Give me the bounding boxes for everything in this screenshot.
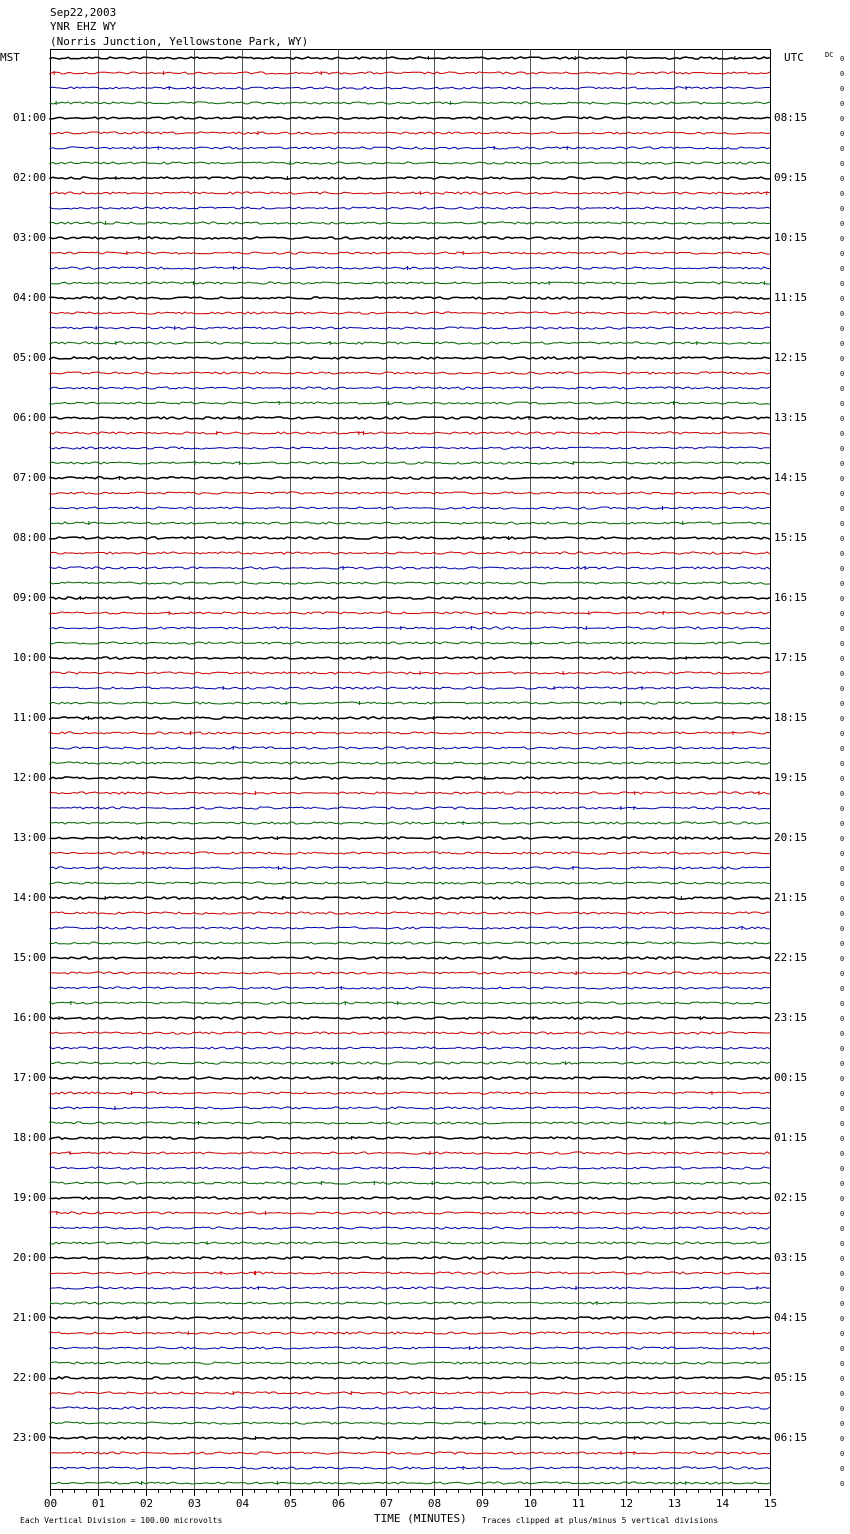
left-hour-label: 10:00 xyxy=(13,651,47,664)
right-hour-label: 22:15 xyxy=(774,951,808,964)
dc-offset-value: 0 xyxy=(840,535,845,543)
trace-84 xyxy=(50,1317,770,1319)
right-hour-label: 08:15 xyxy=(774,111,808,124)
right-hour-label: 09:15 xyxy=(774,171,808,184)
right-hour-label: 06:15 xyxy=(774,1431,808,1444)
right-hour-label: 10:15 xyxy=(774,231,808,244)
dc-offset-value: 0 xyxy=(840,1225,845,1233)
trace-25 xyxy=(50,432,770,434)
dc-offset-value: 0 xyxy=(840,265,845,273)
dc-offset-value: 0 xyxy=(840,325,845,333)
trace-26 xyxy=(50,447,770,449)
trace-36 xyxy=(50,597,770,599)
left-hour-label: 06:00 xyxy=(13,411,47,424)
dc-offset-value: 0 xyxy=(840,610,845,618)
dc-offset-value: 0 xyxy=(840,1090,845,1098)
dc-offset-value: 0 xyxy=(840,355,845,363)
dc-offset-value: 0 xyxy=(840,430,845,438)
trace-12 xyxy=(50,237,770,239)
dc-offset-value: 0 xyxy=(840,850,845,858)
dc-offset-value: 0 xyxy=(840,1195,845,1203)
trace-72 xyxy=(50,1137,770,1139)
dc-offset-value: 0 xyxy=(840,190,845,198)
station-location: (Norris Junction, Yellowstone Park, WY) xyxy=(50,35,309,48)
dc-offset-value: 0 xyxy=(840,625,845,633)
right-hour-label: 21:15 xyxy=(774,891,808,904)
dc-offset-value: 0 xyxy=(840,1270,845,1278)
trace-41 xyxy=(50,672,770,674)
x-axis xyxy=(44,1489,777,1510)
x-tick-label: 14 xyxy=(715,1497,730,1510)
x-tick-label: 03 xyxy=(187,1497,202,1510)
trace-42 xyxy=(50,687,770,689)
trace-91 xyxy=(50,1422,770,1424)
trace-50 xyxy=(50,807,770,809)
dc-offset-value: 0 xyxy=(840,1360,845,1368)
x-tick-label: 11 xyxy=(571,1497,586,1510)
dc-offset-value: 0 xyxy=(840,595,845,603)
trace-51 xyxy=(50,822,770,824)
dc-offset-value: 0 xyxy=(840,1255,845,1263)
left-hour-label: 02:00 xyxy=(13,171,47,184)
trace-22 xyxy=(50,387,770,389)
dc-offset-value: 0 xyxy=(840,910,845,918)
dc-offset-value: 0 xyxy=(840,205,845,213)
dc-offset-value: 0 xyxy=(840,760,845,768)
left-hour-label: 11:00 xyxy=(13,711,47,724)
dc-offset-value: 0 xyxy=(840,1315,845,1323)
trace-74 xyxy=(50,1167,770,1169)
dc-offset-value: 0 xyxy=(840,220,845,228)
station-code: YNR EHZ WY xyxy=(50,20,117,33)
dc-offset-value: 0 xyxy=(840,1210,845,1218)
left-hour-label: 22:00 xyxy=(13,1371,47,1384)
trace-13 xyxy=(50,252,770,254)
left-hour-label: 18:00 xyxy=(13,1131,47,1144)
trace-73 xyxy=(50,1152,770,1154)
trace-63 xyxy=(50,1002,770,1004)
trace-80 xyxy=(50,1257,770,1259)
right-hour-label: 19:15 xyxy=(774,771,808,784)
trace-56 xyxy=(50,897,770,899)
trace-77 xyxy=(50,1212,770,1214)
x-tick-label: 12 xyxy=(619,1497,634,1510)
x-tick-label: 15 xyxy=(763,1497,778,1510)
dc-offset-value: 0 xyxy=(840,895,845,903)
trace-78 xyxy=(50,1227,770,1229)
trace-47 xyxy=(50,762,770,764)
trace-92 xyxy=(50,1437,770,1439)
trace-9 xyxy=(50,192,770,194)
trace-1 xyxy=(50,72,770,74)
dc-offset-value: 0 xyxy=(840,1120,845,1128)
trace-46 xyxy=(50,747,770,749)
dc-offset-value: 0 xyxy=(840,85,845,93)
left-hour-label: 16:00 xyxy=(13,1011,47,1024)
right-hour-label: 00:15 xyxy=(774,1071,808,1084)
left-hour-label: 05:00 xyxy=(13,351,47,364)
right-hour-labels xyxy=(774,111,807,1444)
trace-65 xyxy=(50,1032,770,1034)
trace-28 xyxy=(50,477,770,479)
dc-offset-value: 0 xyxy=(840,1240,845,1248)
trace-24 xyxy=(50,417,770,419)
dc-offset-value: 0 xyxy=(840,1420,845,1428)
dc-offset-value: 0 xyxy=(840,145,845,153)
trace-64 xyxy=(50,1017,770,1019)
right-hour-label: 20:15 xyxy=(774,831,808,844)
x-tick-label: 02 xyxy=(139,1497,154,1510)
trace-81 xyxy=(50,1272,770,1274)
trace-17 xyxy=(50,312,770,314)
trace-18 xyxy=(50,327,770,329)
left-hour-label: 08:00 xyxy=(13,531,47,544)
dc-offset-value: 0 xyxy=(840,100,845,108)
trace-93 xyxy=(50,1452,770,1454)
left-hour-label: 09:00 xyxy=(13,591,47,604)
x-tick-label: 10 xyxy=(523,1497,538,1510)
dc-offset-value: 0 xyxy=(840,475,845,483)
dc-offset-value: 0 xyxy=(840,1105,845,1113)
trace-0 xyxy=(50,57,770,59)
left-hour-label: 20:00 xyxy=(13,1251,47,1264)
trace-59 xyxy=(50,942,770,944)
dc-offset-value: 0 xyxy=(840,235,845,243)
dc-offset-value: 0 xyxy=(840,1075,845,1083)
trace-55 xyxy=(50,882,770,884)
right-hour-label: 18:15 xyxy=(774,711,808,724)
trace-34 xyxy=(50,567,770,569)
dc-offset-value: 0 xyxy=(840,955,845,963)
dc-offset-value: 0 xyxy=(840,1060,845,1068)
trace-45 xyxy=(50,732,770,734)
dc-offset-value: 0 xyxy=(840,340,845,348)
left-timezone-label: MST xyxy=(0,51,20,64)
trace-33 xyxy=(50,552,770,554)
dc-offset-value: 0 xyxy=(840,1135,845,1143)
trace-87 xyxy=(50,1362,770,1364)
dc-offset-value: 0 xyxy=(840,1030,845,1038)
trace-14 xyxy=(50,267,770,269)
dc-offset-value: 0 xyxy=(840,580,845,588)
left-hour-label: 13:00 xyxy=(13,831,47,844)
dc-offset-value: 0 xyxy=(840,385,845,393)
x-tick-label: 00 xyxy=(43,1497,58,1510)
left-hour-label: 15:00 xyxy=(13,951,47,964)
dc-offset-value: 0 xyxy=(840,400,845,408)
right-hour-label: 04:15 xyxy=(774,1311,808,1324)
trace-71 xyxy=(50,1122,770,1124)
right-timezone-label: UTC xyxy=(784,51,804,64)
right-hour-label: 05:15 xyxy=(774,1371,808,1384)
trace-82 xyxy=(50,1287,770,1289)
dc-offset-value: 0 xyxy=(840,280,845,288)
x-tick-label: 13 xyxy=(667,1497,682,1510)
dc-label: DC xyxy=(825,51,834,59)
trace-39 xyxy=(50,642,770,644)
dc-offset-value: 0 xyxy=(840,745,845,753)
trace-70 xyxy=(50,1107,770,1109)
trace-48 xyxy=(50,777,770,779)
trace-88 xyxy=(50,1377,770,1379)
dc-offset-value: 0 xyxy=(840,1345,845,1353)
trace-40 xyxy=(50,657,770,659)
dc-offset-value: 0 xyxy=(840,805,845,813)
right-hour-label: 02:15 xyxy=(774,1191,808,1204)
trace-11 xyxy=(50,222,770,224)
right-hour-label: 11:15 xyxy=(774,291,808,304)
trace-89 xyxy=(50,1392,770,1394)
dc-offset-value: 0 xyxy=(840,1330,845,1338)
x-tick-label: 01 xyxy=(91,1497,106,1510)
left-hour-label: 21:00 xyxy=(13,1311,47,1324)
trace-60 xyxy=(50,957,770,959)
x-tick-label: 06 xyxy=(331,1497,346,1510)
trace-37 xyxy=(50,612,770,614)
x-tick-label: 08 xyxy=(427,1497,442,1510)
trace-68 xyxy=(50,1077,770,1079)
dc-offset-value: 0 xyxy=(840,175,845,183)
right-hour-label: 16:15 xyxy=(774,591,808,604)
trace-7 xyxy=(50,162,770,164)
left-hour-label: 07:00 xyxy=(13,471,47,484)
x-axis-title: TIME (MINUTES) xyxy=(374,1512,467,1525)
trace-38 xyxy=(50,627,770,629)
dc-offset-value: 0 xyxy=(840,640,845,648)
trace-31 xyxy=(50,522,770,524)
station-date: Sep22,2003 xyxy=(50,6,117,19)
right-hour-label: 14:15 xyxy=(774,471,808,484)
dc-offset-value: 0 xyxy=(840,835,845,843)
trace-21 xyxy=(50,372,770,374)
dc-offset-value: 0 xyxy=(840,1000,845,1008)
dc-offset-value: 0 xyxy=(840,295,845,303)
dc-offset-value: 0 xyxy=(840,1165,845,1173)
trace-16 xyxy=(50,297,770,299)
plot-frame xyxy=(51,50,771,1490)
dc-offset-value: 0 xyxy=(840,1045,845,1053)
dc-offset-value: 0 xyxy=(840,490,845,498)
trace-8 xyxy=(50,177,770,179)
left-hour-label: 04:00 xyxy=(13,291,47,304)
x-tick-label: 09 xyxy=(475,1497,490,1510)
dc-offset-value: 0 xyxy=(840,790,845,798)
trace-5 xyxy=(50,132,770,134)
trace-57 xyxy=(50,912,770,914)
dc-offset-value: 0 xyxy=(840,70,845,78)
clip-note: Traces clipped at plus/minus 5 vertical divisions xyxy=(482,1516,719,1525)
right-hour-label: 15:15 xyxy=(774,531,808,544)
trace-20 xyxy=(50,357,770,359)
dc-offset-value: 0 xyxy=(840,700,845,708)
trace-group xyxy=(50,56,770,1485)
dc-offset-value: 0 xyxy=(840,970,845,978)
trace-79 xyxy=(50,1242,770,1244)
right-hour-label: 12:15 xyxy=(774,351,808,364)
dc-offset-value: 0 xyxy=(840,1285,845,1293)
trace-2 xyxy=(50,87,770,89)
dc-offset-value: 0 xyxy=(840,1465,845,1473)
trace-49 xyxy=(50,792,770,794)
dc-offset-value: 0 xyxy=(840,1015,845,1023)
dc-offset-value: 0 xyxy=(840,130,845,138)
trace-83 xyxy=(50,1302,770,1304)
trace-52 xyxy=(50,837,770,839)
trace-32 xyxy=(50,537,770,539)
trace-66 xyxy=(50,1047,770,1049)
left-hour-label: 14:00 xyxy=(13,891,47,904)
trace-4 xyxy=(50,117,770,119)
dc-offset-value: 0 xyxy=(840,670,845,678)
trace-62 xyxy=(50,987,770,989)
trace-23 xyxy=(50,402,770,404)
dc-offset-value: 0 xyxy=(840,865,845,873)
dc-offset-value: 0 xyxy=(840,715,845,723)
dc-offset-value: 0 xyxy=(840,1150,845,1158)
left-hour-label: 19:00 xyxy=(13,1191,47,1204)
trace-86 xyxy=(50,1347,770,1349)
dc-offset-value: 0 xyxy=(840,1450,845,1458)
trace-94 xyxy=(50,1467,770,1469)
dc-offset-value: 0 xyxy=(840,370,845,378)
right-hour-label: 13:15 xyxy=(774,411,808,424)
left-hour-label: 12:00 xyxy=(13,771,47,784)
left-hour-label: 03:00 xyxy=(13,231,47,244)
trace-90 xyxy=(50,1407,770,1409)
trace-35 xyxy=(50,582,770,584)
dc-offset-value: 0 xyxy=(840,1375,845,1383)
dc-offset-value: 0 xyxy=(840,460,845,468)
dc-offset-value: 0 xyxy=(840,55,845,63)
dc-offset-value: 0 xyxy=(840,985,845,993)
vertical-division-note: Each Vertical Division = 100.00 microvolts xyxy=(20,1516,223,1525)
dc-offset-value: 0 xyxy=(840,730,845,738)
dc-offset-value: 0 xyxy=(840,310,845,318)
right-hour-label: 17:15 xyxy=(774,651,808,664)
right-hour-label: 03:15 xyxy=(774,1251,808,1264)
dc-offset-value: 0 xyxy=(840,1180,845,1188)
trace-19 xyxy=(50,342,770,344)
dc-offset-value: 0 xyxy=(840,655,845,663)
trace-54 xyxy=(50,867,770,869)
dc-offset-value: 0 xyxy=(840,1405,845,1413)
trace-44 xyxy=(50,717,770,719)
dc-offset-value: 0 xyxy=(840,160,845,168)
dc-offset-value: 0 xyxy=(840,1390,845,1398)
x-tick-label: 04 xyxy=(235,1497,250,1510)
trace-76 xyxy=(50,1197,770,1199)
trace-61 xyxy=(50,972,770,974)
trace-67 xyxy=(50,1062,770,1064)
dc-offset-value: 0 xyxy=(840,505,845,513)
trace-69 xyxy=(50,1092,770,1094)
dc-offset-value: 0 xyxy=(840,940,845,948)
trace-58 xyxy=(50,927,770,929)
dc-offset-value: 0 xyxy=(840,115,845,123)
dc-offset-value: 0 xyxy=(840,1435,845,1443)
dc-offset-value: 0 xyxy=(840,520,845,528)
dc-offset-value: 0 xyxy=(840,1300,845,1308)
dc-offset-value: 0 xyxy=(840,550,845,558)
trace-27 xyxy=(50,462,770,464)
trace-53 xyxy=(50,852,770,854)
dc-offset-value: 0 xyxy=(840,775,845,783)
dc-offset-value: 0 xyxy=(840,685,845,693)
trace-10 xyxy=(50,207,770,209)
dc-offset-value: 0 xyxy=(840,1480,845,1488)
dc-offset-value: 0 xyxy=(840,415,845,423)
x-tick-label: 05 xyxy=(283,1497,298,1510)
trace-29 xyxy=(50,492,770,494)
trace-75 xyxy=(50,1182,770,1184)
dc-offset-value: 0 xyxy=(840,925,845,933)
dc-offset-value: 0 xyxy=(840,565,845,573)
dc-offset-value: 0 xyxy=(840,820,845,828)
trace-95 xyxy=(50,1482,770,1484)
trace-15 xyxy=(50,282,770,284)
left-hour-label: 17:00 xyxy=(13,1071,47,1084)
x-tick-label: 07 xyxy=(379,1497,394,1510)
trace-3 xyxy=(50,102,770,104)
left-hour-label: 01:00 xyxy=(13,111,47,124)
dc-offset-value: 0 xyxy=(840,445,845,453)
right-hour-label: 01:15 xyxy=(774,1131,808,1144)
trace-85 xyxy=(50,1332,770,1334)
dc-offset-value: 0 xyxy=(840,250,845,258)
dc-offset-column xyxy=(840,55,844,1488)
right-hour-label: 23:15 xyxy=(774,1011,808,1024)
left-hour-labels xyxy=(13,111,46,1444)
trace-43 xyxy=(50,702,770,704)
dc-offset-value: 0 xyxy=(840,880,845,888)
left-hour-label: 23:00 xyxy=(13,1431,47,1444)
